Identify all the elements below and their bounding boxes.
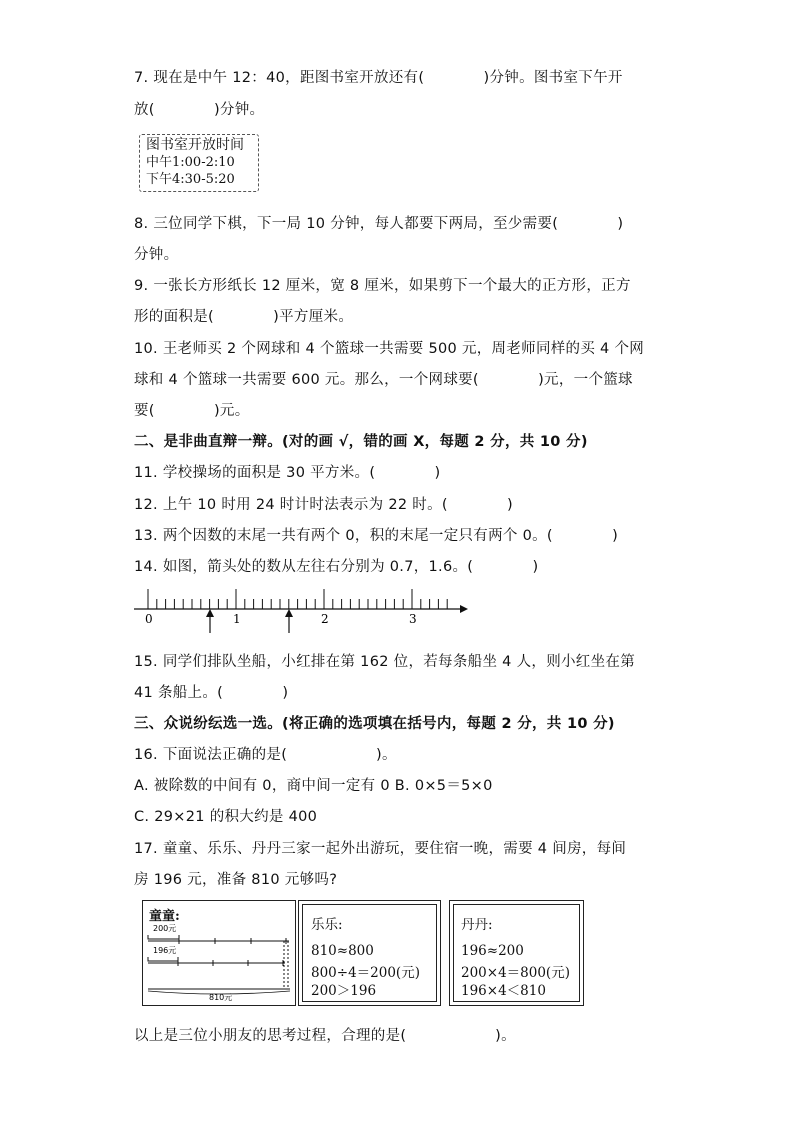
library-hours-row2: 下午4:30-5:20 [146, 172, 235, 187]
q16-stem: 16. 下面说法正确的是( )。 [134, 747, 397, 763]
q16-options-ab: A. 被除数的中间有 0，商中间一定有 0 B. 0×5＝5×0 [134, 778, 493, 794]
tongtong-diagram [143, 901, 293, 1001]
dandan-name: 丹丹: [461, 917, 493, 933]
lele-panel [298, 900, 441, 1006]
q9-line1: 9. 一张长方形纸长 12 厘米，宽 8 厘米，如果剪下一个最大的正方形，正方 [134, 278, 631, 294]
q8-line1: 8. 三位同学下棋，下一局 10 分钟，每人都要下两局，至少需要( ) [134, 216, 624, 232]
dandan-panel [449, 900, 584, 1006]
q17-line1: 17. 童童、乐乐、丹丹三家一起外出游玩，要住宿一晚，需要 4 间房，每间 [134, 841, 627, 857]
q10-line3: 要( )元。 [134, 403, 250, 419]
q10-line1: 10. 王老师买 2 个网球和 4 个篮球一共需要 500 元，周老师同样的买 4 个网 [134, 341, 645, 357]
q17-line2: 房 196 元，准备 810 元够吗? [134, 872, 338, 888]
q10-line2: 球和 4 个篮球一共需要 600 元。那么，一个网球要( )元，一个篮球 [134, 372, 633, 388]
tongtong-bar1-label: 200元 [153, 924, 177, 933]
q12: 12. 上午 10 时用 24 时计时法表示为 22 时。( ) [134, 497, 513, 513]
lele-name: 乐乐: [311, 917, 343, 933]
lele-line2: 800÷4＝200(元) [311, 965, 420, 981]
q16-option-c: C. 29×21 的积大约是 400 [134, 809, 318, 825]
tongtong-panel [142, 900, 296, 1006]
q14-text: 14. 如图，箭头处的数从左往右分别为 0.7，1.6。( ) [134, 559, 539, 575]
section2-heading: 二、是非曲直辩一辩。(对的画 √，错的画 X，每题 2 分，共 10 分) [134, 434, 588, 450]
dandan-line3: 196×4＜810 [461, 983, 546, 999]
q15-line2: 41 条船上。( ) [134, 685, 289, 701]
dandan-line2: 200×4＝800(元) [461, 965, 570, 981]
number-line [130, 585, 475, 635]
library-hours-title: 图书室开放时间 [146, 137, 244, 153]
q15-line1: 15. 同学们排队坐船，小红排在第 162 位，若每条船坐 4 人，则小红坐在第 [134, 654, 636, 670]
q8-line2: 分钟。 [134, 247, 179, 263]
dandan-line1: 196≈200 [461, 943, 524, 959]
q11: 11. 学校操场的面积是 30 平方米。( ) [134, 465, 441, 481]
arrow-right [285, 609, 293, 633]
library-hours-box [139, 134, 259, 192]
q9-line2: 形的面积是( )平方厘米。 [134, 309, 354, 325]
number-line-label: 0 [145, 612, 153, 626]
lele-line3: 200＞196 [311, 983, 377, 999]
number-line-arrowhead [460, 605, 468, 613]
q7-line1: 7. 现在是中午 12：40，距图书室开放还有( )分钟。图书室下午开 [134, 70, 623, 86]
library-hours-row1: 中午1:00-2:10 [146, 155, 235, 170]
number-line-label: 2 [321, 612, 329, 626]
tongtong-name: 童童: [149, 909, 180, 924]
number-line-label: 1 [233, 612, 241, 626]
tongtong-bar2-label: 196元 [153, 946, 177, 955]
number-line-label: 3 [409, 612, 417, 626]
q17-conclusion: 以上是三位小朋友的思考过程，合理的是( )。 [134, 1028, 516, 1044]
q7-line2: 放( )分钟。 [134, 102, 265, 118]
arrow-left [206, 609, 214, 633]
section3-heading: 三、众说纷纭选一选。(将正确的选项填在括号内，每题 2 分，共 10 分) [134, 716, 615, 732]
q13: 13. 两个因数的末尾一共有两个 0，积的末尾一定只有两个 0。( ) [134, 528, 619, 544]
lele-line1: 810≈800 [311, 943, 374, 959]
tongtong-bar3-label: 810元 [209, 993, 233, 1001]
